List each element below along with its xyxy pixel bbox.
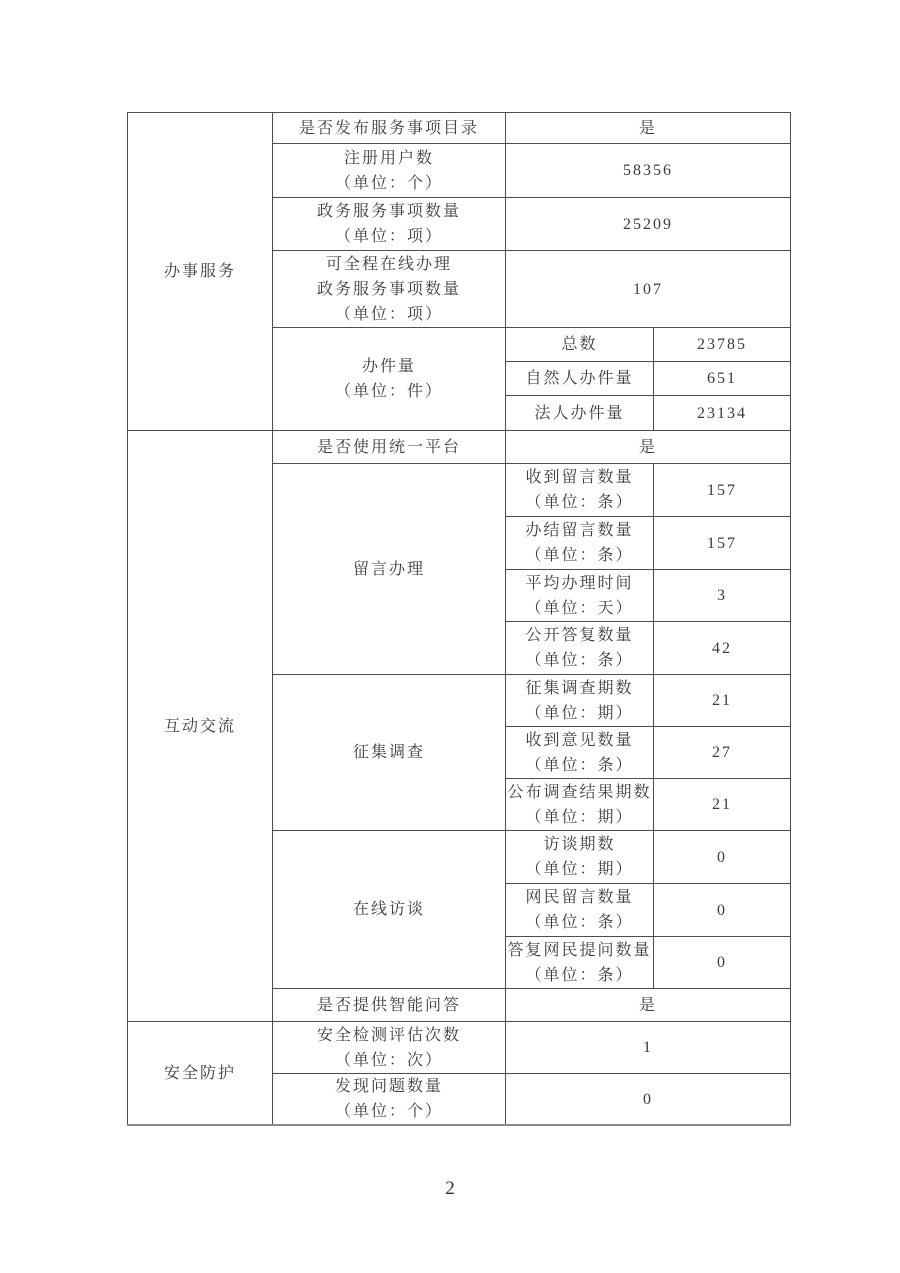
- value-text: 107: [633, 280, 663, 298]
- value-text: 0: [643, 1090, 653, 1108]
- value-cell: [506, 113, 791, 144]
- item-label-line2: 政务服务事项数量: [316, 280, 461, 298]
- value-cell: [506, 1074, 791, 1126]
- unit-label: （单位：期）: [525, 704, 634, 722]
- unit-label: （单位：期）: [525, 808, 634, 826]
- value-cell: [506, 198, 791, 251]
- value-text: 是: [639, 119, 658, 137]
- value-cell: [654, 517, 791, 570]
- item-cell-zhengji: [273, 675, 506, 831]
- unit-label: （单位：项）: [334, 305, 443, 323]
- item-label: 办件量: [361, 358, 416, 375]
- category-cell-banshi: [128, 113, 273, 431]
- sub-item-cell: [506, 779, 654, 831]
- value-cell: [654, 570, 791, 622]
- value-text: 0: [717, 848, 727, 866]
- unit-label: （单位：条）: [525, 756, 634, 774]
- value-text: 25209: [623, 215, 673, 233]
- sub-item-label: 办结留言数量: [525, 522, 634, 539]
- item-label: 发现问题数量: [334, 1078, 443, 1095]
- unit-label: （单位：天）: [525, 599, 634, 617]
- value-cell: [654, 622, 791, 675]
- sub-item-label: 答复网民提问数量: [507, 941, 652, 959]
- sub-item-cell: [506, 396, 654, 431]
- sub-item-label: 法人办件量: [534, 404, 625, 422]
- value-text: 42: [712, 639, 732, 657]
- table-row: [128, 431, 791, 464]
- value-cell: [506, 989, 791, 1022]
- sub-item-cell: [506, 831, 654, 884]
- value-cell: [654, 937, 791, 989]
- item-cell: [273, 198, 506, 251]
- item-label: 征集调查: [352, 744, 425, 761]
- value-cell: [506, 431, 791, 464]
- value-text: 3: [717, 587, 727, 604]
- sub-item-label: 收到留言数量: [525, 469, 634, 486]
- item-cell-liuyan: [273, 464, 506, 675]
- unit-label: （单位：项）: [334, 228, 443, 245]
- sub-item-cell: [506, 517, 654, 570]
- sub-item-label: 收到意见数量: [525, 731, 634, 749]
- value-cell: [506, 251, 791, 328]
- item-label: 是否使用统一平台: [316, 438, 461, 456]
- value-cell: [654, 464, 791, 517]
- table-row: [128, 1022, 791, 1074]
- value-text: 21: [712, 692, 732, 709]
- value-cell: [654, 328, 791, 362]
- value-text: 651: [707, 370, 737, 387]
- item-label: 可全程在线办理: [325, 255, 452, 273]
- unit-label: （单位：条）: [525, 494, 634, 511]
- unit-label: （单位：件）: [334, 383, 443, 400]
- value-cell: [654, 396, 791, 431]
- unit-label: （单位：条）: [525, 966, 634, 984]
- value-cell: [654, 675, 791, 727]
- category-label: 互动交流: [163, 717, 236, 735]
- value-text: 58356: [623, 162, 673, 179]
- unit-label: （单位：条）: [525, 914, 634, 931]
- value-text: 1: [643, 1039, 653, 1056]
- category-cell-hudong: [128, 431, 273, 1022]
- sub-item-cell: [506, 937, 654, 989]
- sub-item-label: 公开答复数量: [525, 627, 634, 644]
- item-cell: [273, 1022, 506, 1074]
- item-cell: [273, 251, 506, 328]
- item-label: 是否发布服务事项目录: [298, 119, 479, 137]
- sub-item-label: 自然人办件量: [525, 370, 634, 387]
- item-label: 注册用户数: [343, 149, 434, 167]
- category-label: 安全防护: [163, 1064, 236, 1082]
- item-label: 在线访谈: [352, 901, 425, 918]
- value-cell: [654, 884, 791, 937]
- sub-item-cell: [506, 622, 654, 675]
- sub-item-cell: [506, 570, 654, 622]
- item-label: 安全检测评估次数: [316, 1026, 461, 1044]
- value-cell: [654, 362, 791, 396]
- item-label: 政务服务事项数量: [316, 203, 461, 220]
- item-cell: [273, 113, 506, 144]
- sub-item-cell: [506, 362, 654, 396]
- sub-item-cell: [506, 675, 654, 727]
- item-cell-banjianliang: [273, 328, 506, 431]
- value-text: 0: [717, 954, 727, 971]
- sub-item-label: 访谈期数: [543, 836, 616, 853]
- value-cell: [654, 779, 791, 831]
- sub-item-cell: [506, 328, 654, 362]
- item-cell: [273, 431, 506, 464]
- sub-item-label: 总数: [561, 336, 598, 353]
- item-cell-zaixianfangtan: [273, 831, 506, 989]
- table-row: [128, 113, 791, 144]
- unit-label: （单位：条）: [525, 547, 634, 564]
- category-label: 办事服务: [163, 263, 236, 280]
- sub-item-label: 网民留言数量: [525, 889, 634, 906]
- page-number: 2: [445, 1178, 455, 1199]
- value-text: 是: [639, 996, 658, 1014]
- value-cell: [506, 144, 791, 198]
- value-text: 23134: [697, 404, 747, 422]
- value-text: 157: [707, 481, 737, 499]
- unit-label: （单位：个）: [334, 1103, 443, 1120]
- sub-item-label: 平均办理时间: [525, 574, 634, 592]
- sub-item-label: 征集调查期数: [525, 679, 634, 697]
- item-label: 留言办理: [352, 560, 425, 578]
- value-text: 27: [712, 744, 732, 761]
- value-text: 0: [717, 901, 727, 919]
- item-cell: [273, 1074, 506, 1126]
- unit-label: （单位：次）: [334, 1051, 443, 1069]
- sub-item-cell: [506, 464, 654, 517]
- statistics-table: [127, 112, 791, 1126]
- unit-label: （单位：个）: [334, 174, 443, 192]
- value-cell: [506, 1022, 791, 1074]
- value-cell: [654, 831, 791, 884]
- sub-item-label: 公布调查结果期数: [507, 783, 652, 801]
- value-text: 21: [712, 796, 732, 813]
- item-cell: [273, 144, 506, 198]
- sub-item-cell: [506, 727, 654, 779]
- value-cell: [654, 727, 791, 779]
- value-text: 是: [639, 438, 658, 456]
- item-cell: [273, 989, 506, 1022]
- category-cell-anquan: [128, 1022, 273, 1126]
- unit-label: （单位：条）: [525, 652, 634, 669]
- sub-item-cell: [506, 884, 654, 937]
- value-text: 23785: [697, 336, 747, 353]
- value-text: 157: [707, 534, 737, 552]
- unit-label: （单位：期）: [525, 861, 634, 878]
- item-label: 是否提供智能问答: [316, 996, 461, 1014]
